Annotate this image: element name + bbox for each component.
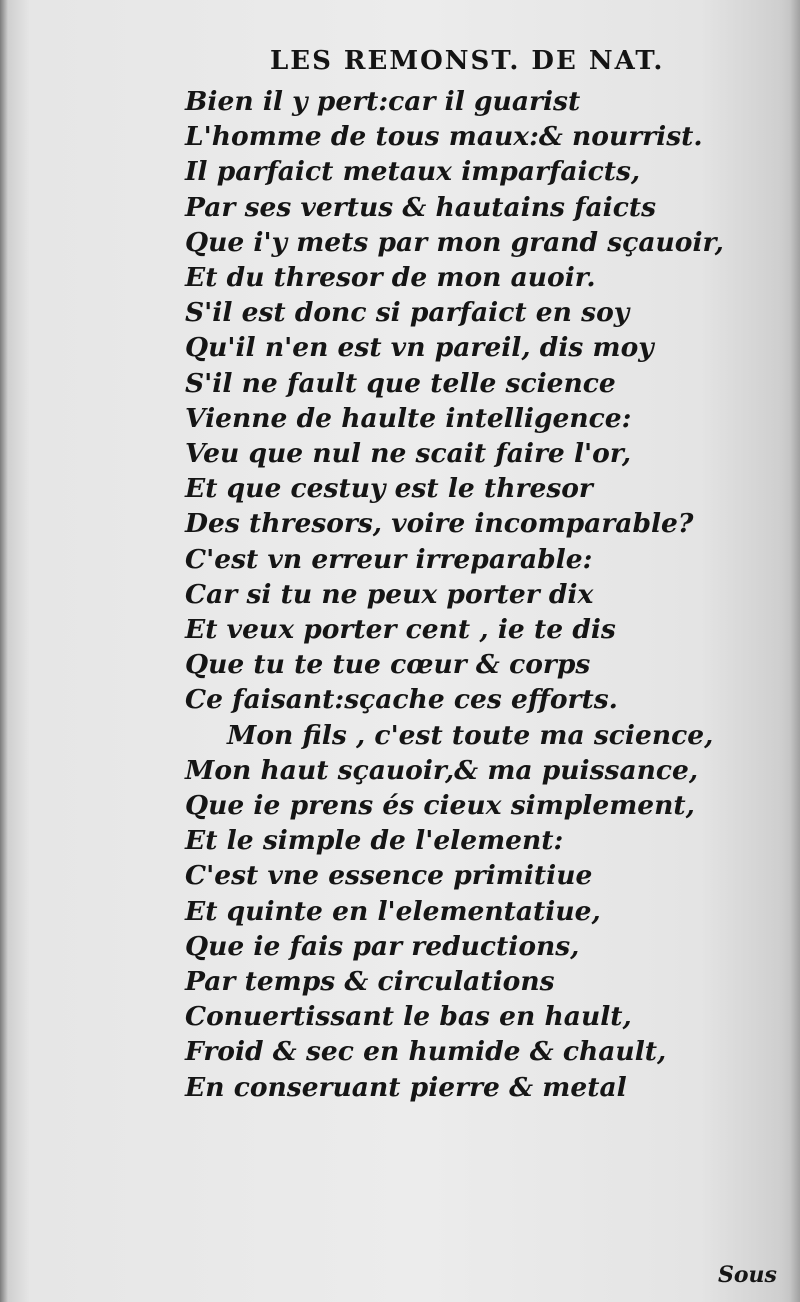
verse-line: Mon haut sçauoir,& ma puissance, xyxy=(185,754,699,786)
verse-line: Que tu te tue cœur & corps xyxy=(185,649,591,681)
verse-line: Veu que nul ne scait faire l'or, xyxy=(185,438,632,470)
verse-line: Il parfaict metaux imparfaicts, xyxy=(185,156,641,188)
verse-line: Que ie fais par reductions, xyxy=(185,930,580,962)
verse-line: Qu'il n'en est vn pareil, dis moy xyxy=(185,332,654,364)
verse-line: Par temps & circulations xyxy=(185,966,555,998)
verse-line: Bien il y pert:car il guarist xyxy=(185,86,581,117)
verse-line: L'homme de tous maux:& nourrist. xyxy=(185,121,703,153)
verse-line: Ce faisant:sçache ces efforts. xyxy=(185,684,618,716)
verse-line: Car si tu ne peux porter dix xyxy=(185,578,594,610)
verse-line: Par ses vertus & hautains faicts xyxy=(185,191,657,223)
verse-line: Vienne de haulte intelligence: xyxy=(185,402,632,434)
verse-line: S'il ne fault que telle science xyxy=(185,367,616,399)
verse-line: Et veux porter cent , ie te dis xyxy=(185,614,616,646)
verse-line: En conseruant pierre & metal xyxy=(185,1071,627,1103)
verse-line: C'est vn erreur irreparable: xyxy=(185,543,593,575)
verse-line: Et le simple de l'element: xyxy=(185,825,564,857)
verse-line: C'est vne essence primitiue xyxy=(185,860,593,892)
verse-line: Et quinte en l'elementatiue, xyxy=(185,895,601,927)
verse-line: Froid & sec en humide & chault, xyxy=(185,1036,667,1068)
verse-line: Que i'y mets par mon grand sçauoir, xyxy=(185,226,724,258)
running-head: LES REMONST. DE NAT. xyxy=(270,46,665,76)
verse-line-indented: Mon fils , c'est toute ma science, xyxy=(227,719,714,751)
verse-line: S'il est donc si parfaict en soy xyxy=(185,297,630,329)
verse-text xyxy=(185,84,724,1105)
verse-line: Conuertissant le bas en hault, xyxy=(185,1001,632,1033)
catchword: Sous xyxy=(718,1262,777,1288)
verse-line: Et du thresor de mon auoir. xyxy=(185,262,596,294)
verse-line: Des thresors, voire incomparable? xyxy=(185,508,694,540)
verse-line: Et que cestuy est le thresor xyxy=(185,473,593,505)
verse-line: Que ie prens és cieux simplement, xyxy=(185,790,695,822)
